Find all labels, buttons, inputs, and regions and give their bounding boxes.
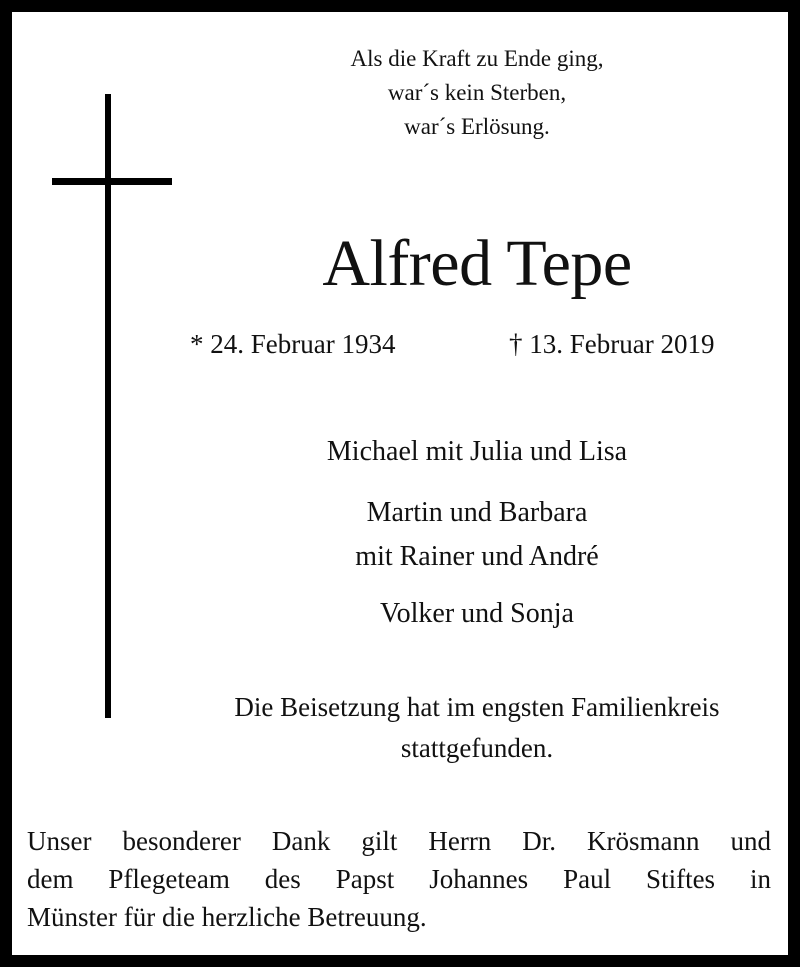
burial-notice [187,687,767,769]
deceased-name: Alfred Tepe [322,227,632,300]
burial-line: Die Beisetzung hat im engsten Familienkreis [234,692,720,722]
family-line: Martin und Barbara [366,497,588,528]
family-line: Michael mit Julia und Lisa [326,436,628,467]
obituary-notice [12,12,788,955]
thanks-paragraph [27,822,771,936]
motto-line: war´s kein Sterben, [387,80,567,105]
burial-line: stattgefunden. [400,733,554,763]
death-date: † 13. Februar 2019 [509,329,715,359]
thanks-line: dem Pflegeteam des Papst Johannes Paul Stiftes in [27,864,771,894]
family-line: Volker und Sonja [380,598,574,629]
motto-verse [187,42,767,144]
motto-line: Als die Kraft zu Ende ging, [350,46,604,71]
thanks-line: Unser besonderer Dank gilt Herrn Dr. Krösmann und [27,826,771,856]
cross-horizontal-beam [52,178,172,185]
family-line: mit Rainer und André [355,541,599,572]
thanks-line: Münster für die herzliche Betreuung. [27,902,427,932]
birth-date: * 24. Februar 1934 [190,329,396,359]
cross-vertical-beam [105,94,111,718]
motto-line: war´s Erlösung. [404,114,550,139]
